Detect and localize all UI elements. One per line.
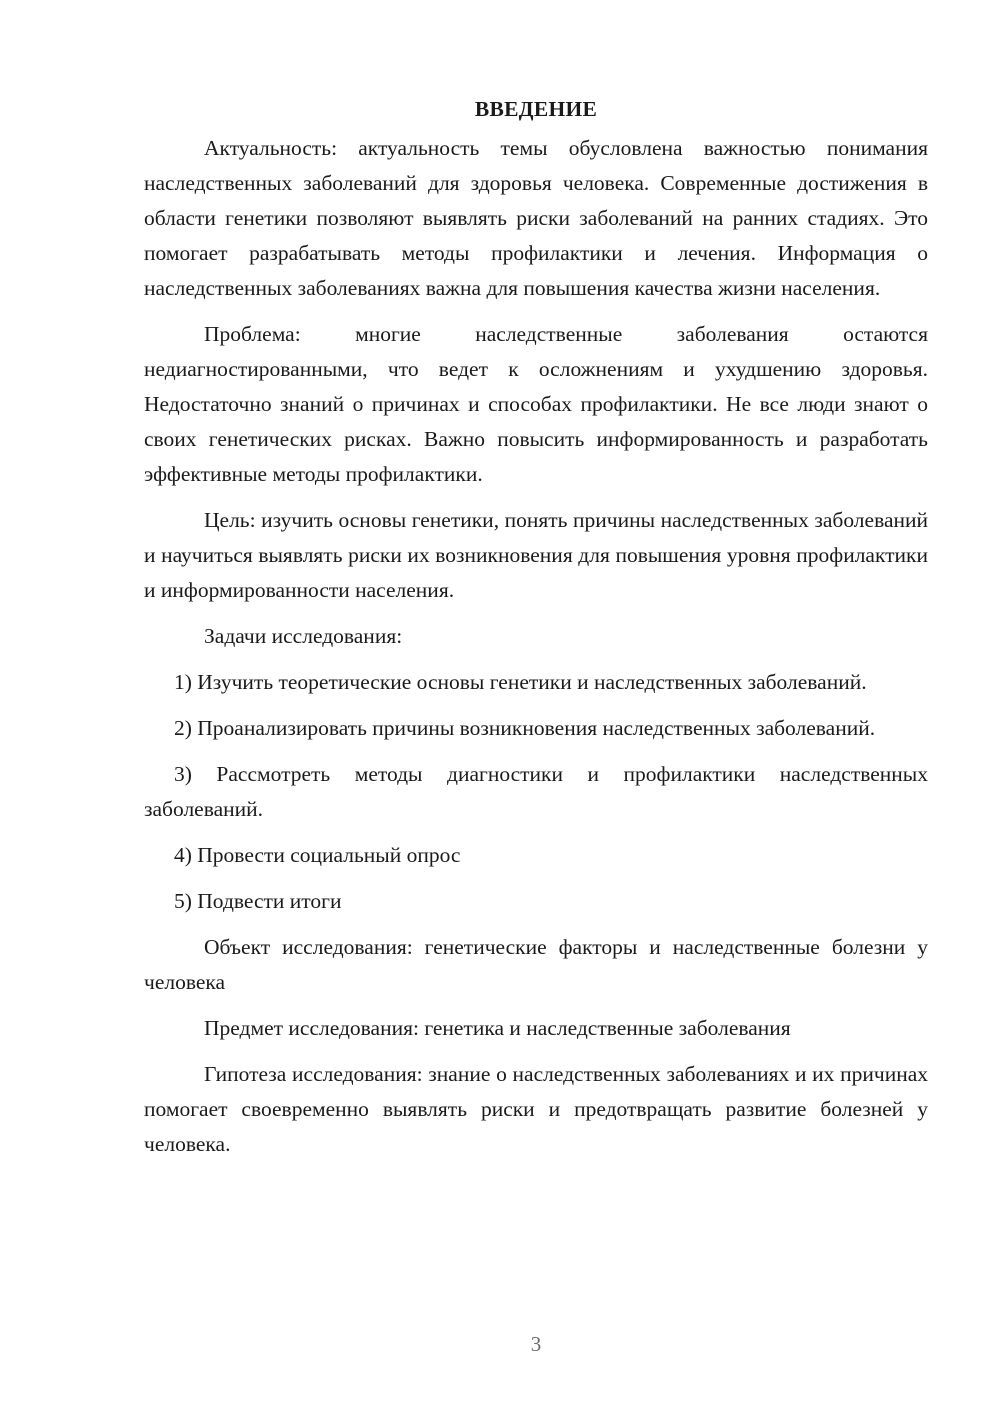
list-item: 2) Проанализировать причины возникновения наследственных заболеваний. — [174, 716, 876, 740]
relevance-paragraph: Актуальность: актуальность темы обусловлена важностью понимания наследственных заболеваний для здоровья человека. Современные достижения в области генетики позволяют выявлять риски заболеваний на ранних стадиях. Это помогает разрабатывать методы профилактики и лечения. Информация о наследственных заболеваниях важна для повышения качества жизни населения. — [144, 136, 928, 300]
list-item: 4) Провести социальный опрос — [174, 843, 461, 867]
document-page — [144, 92, 928, 1173]
page-number: 3 — [530, 1332, 542, 1356]
object-paragraph: Объект исследования: генетические факторы и наследственные болезни у человека — [144, 935, 928, 994]
page-title: ВВЕДЕНИЕ — [474, 97, 598, 121]
problem-paragraph: Проблема: многие наследственные заболевания остаются недиагностированными, что ведет к осложнениям и ухудшению здоровья. Недостаточно знаний о причинах и способах профилактики. Не все люди знают о своих генетических рисках. Важно повысить информированность и разработать эффективные методы профилактики. — [144, 322, 928, 486]
tasks-heading: Задачи исследования: — [204, 624, 403, 648]
hypothesis-paragraph: Гипотеза исследования: знание о наследственных заболеваниях и их причинах помогает своевременно выявлять риски и предотвращать развитие болезней у человека. — [144, 1062, 928, 1156]
tasks-list — [144, 665, 928, 919]
goal-paragraph: Цель: изучить основы генетики, понять причины наследственных заболеваний и научиться выявлять риски их возникновения для повышения уровня профилактики и информированности населения. — [144, 508, 928, 602]
list-item: 3) Рассмотреть методы диагностики и профилактики наследственных заболеваний. — [144, 762, 928, 821]
list-item: 1) Изучить теоретические основы генетики и наследственных заболеваний. — [174, 670, 867, 694]
list-item: 5) Подвести итоги — [174, 889, 342, 913]
subject-paragraph: Предмет исследования: генетика и наследственные заболевания — [204, 1016, 791, 1040]
